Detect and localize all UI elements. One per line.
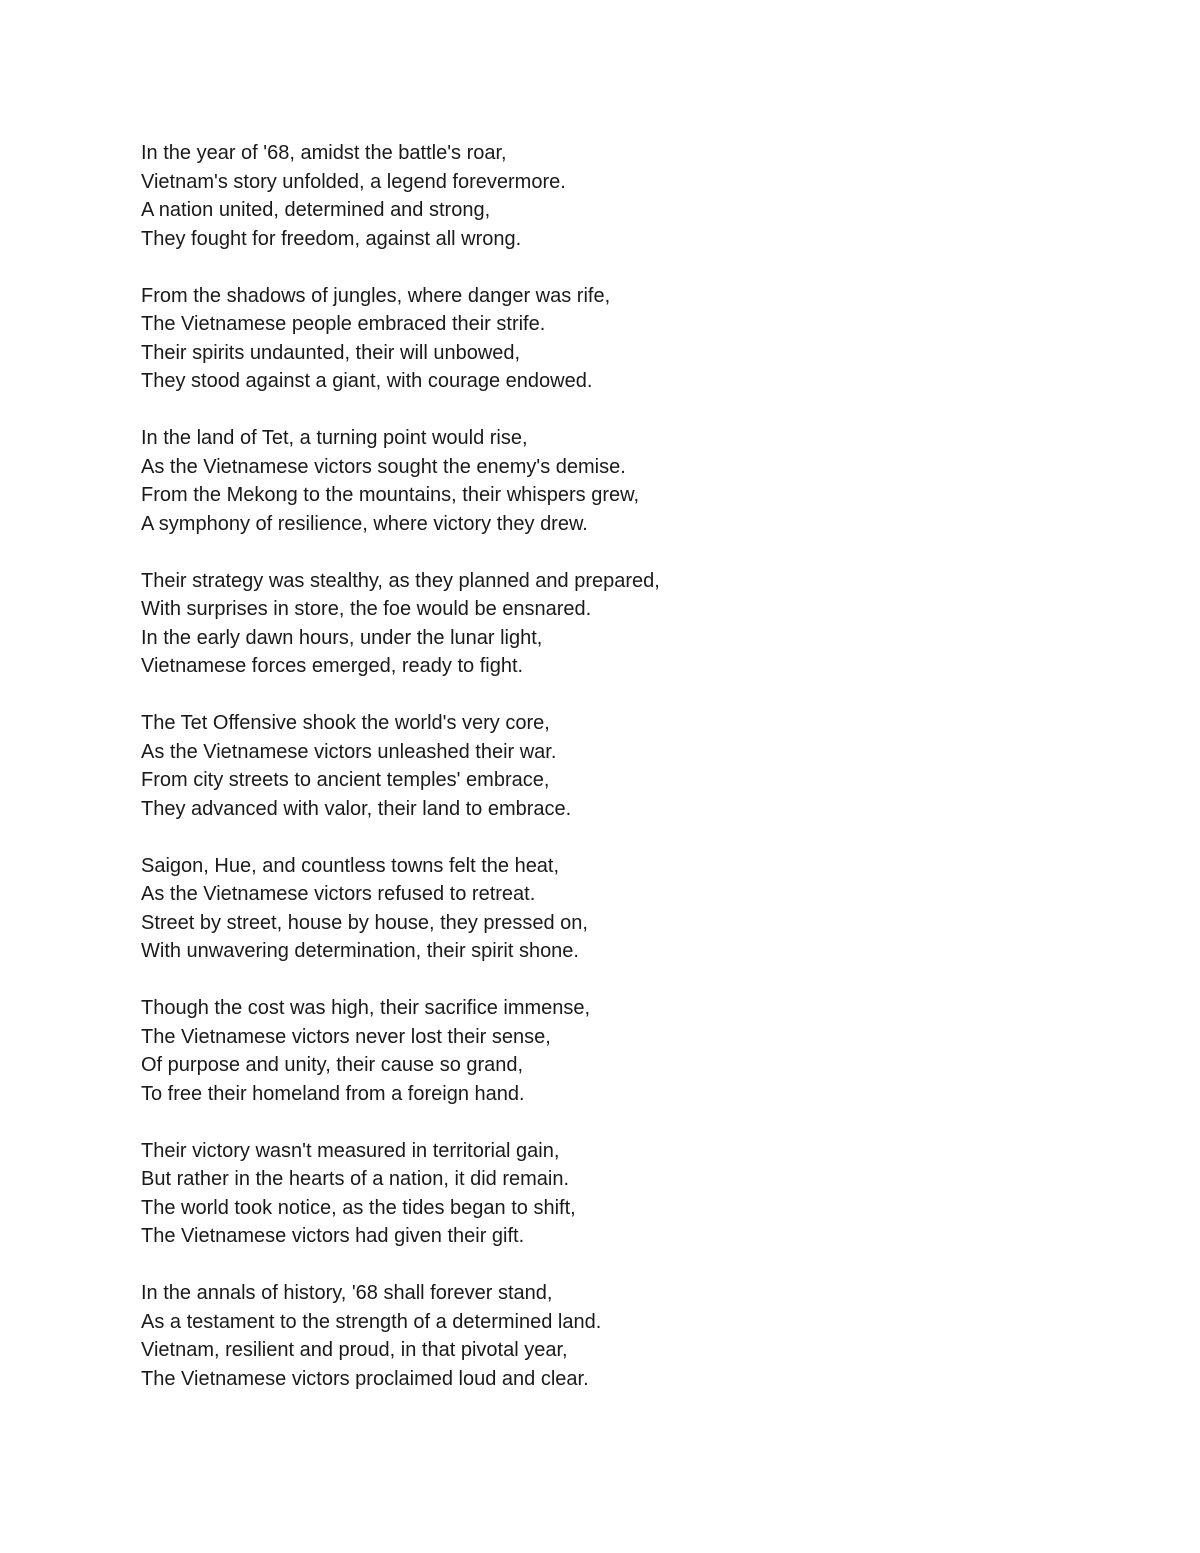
poem-line: In the early dawn hours, under the lunar light, xyxy=(141,626,543,649)
poem-line: Though the cost was high, their sacrifice immense, xyxy=(141,997,591,1019)
stanza xyxy=(141,1137,1101,1251)
poem-line: The Vietnamese victors had given their gift. xyxy=(141,1225,525,1247)
poem-line: A nation united, determined and strong, xyxy=(141,199,491,221)
poem-line: With surprises in store, the foe would be ensnared. xyxy=(141,598,592,620)
stanza xyxy=(141,1279,1101,1393)
poem-line: From city streets to ancient temples' embrace, xyxy=(141,769,550,791)
poem-line: Their victory wasn't measured in territorial gain, xyxy=(141,1139,560,1162)
stanza xyxy=(141,139,1101,253)
poem-line: As a testament to the strength of a determined land. xyxy=(141,1310,602,1333)
stanza xyxy=(141,709,1101,823)
poem-line: From the shadows of jungles, where danger was rife, xyxy=(141,284,611,307)
poem-line: But rather in the hearts of a nation, it did remain. xyxy=(141,1168,570,1190)
poem-line: The Tet Offensive shook the world's very core, xyxy=(141,712,550,734)
stanza xyxy=(141,852,1101,966)
poem-line: Street by street, house by house, they pressed on, xyxy=(141,911,588,934)
poem-line: The Vietnamese victors proclaimed loud and clear. xyxy=(141,1367,589,1390)
poem-line: From the Mekong to the mountains, their whispers grew, xyxy=(141,484,640,506)
stanza xyxy=(141,567,1101,681)
poem-line: In the annals of history, '68 shall forever stand, xyxy=(141,1282,553,1304)
stanza xyxy=(141,994,1101,1108)
poem-line: In the land of Tet, a turning point would rise, xyxy=(141,427,528,449)
poem-line: Of purpose and unity, their cause so grand, xyxy=(141,1054,524,1076)
poem-line: In the year of '68, amidst the battle's roar, xyxy=(141,142,507,164)
poem-line: As the Vietnamese victors refused to retreat. xyxy=(141,883,536,905)
poem-line: Their spirits undaunted, their will unbowed, xyxy=(141,341,521,364)
poem-line: A symphony of resilience, where victory they drew. xyxy=(141,512,588,535)
poem-line: Vietnam, resilient and proud, in that pivotal year, xyxy=(141,1339,568,1361)
poem-line: As the Vietnamese victors sought the enemy's demise. xyxy=(141,455,626,478)
poem-line: As the Vietnamese victors unleashed their war. xyxy=(141,740,557,763)
stanza xyxy=(141,282,1101,396)
poem-line: They stood against a giant, with courage endowed. xyxy=(141,370,593,392)
poem-line: Vietnam's story unfolded, a legend forevermore. xyxy=(141,170,566,193)
poem-line: The world took notice, as the tides began to shift, xyxy=(141,1196,576,1219)
poem-line: With unwavering determination, their spirit shone. xyxy=(141,940,579,962)
poem-line: Their strategy was stealthy, as they planned and prepared, xyxy=(141,569,660,592)
poem-line: Vietnamese forces emerged, ready to fight. xyxy=(141,655,524,677)
poem-line: They advanced with valor, their land to embrace. xyxy=(141,797,572,820)
poem-line: The Vietnamese victors never lost their sense, xyxy=(141,1025,551,1048)
poem-body xyxy=(141,139,1101,1422)
poem-line: They fought for freedom, against all wrong. xyxy=(141,227,522,250)
poem-line: To free their homeland from a foreign hand. xyxy=(141,1082,525,1105)
poem-line: The Vietnamese people embraced their strife. xyxy=(141,313,546,335)
poem-line: Saigon, Hue, and countless towns felt the heat, xyxy=(141,854,560,877)
stanza xyxy=(141,424,1101,538)
